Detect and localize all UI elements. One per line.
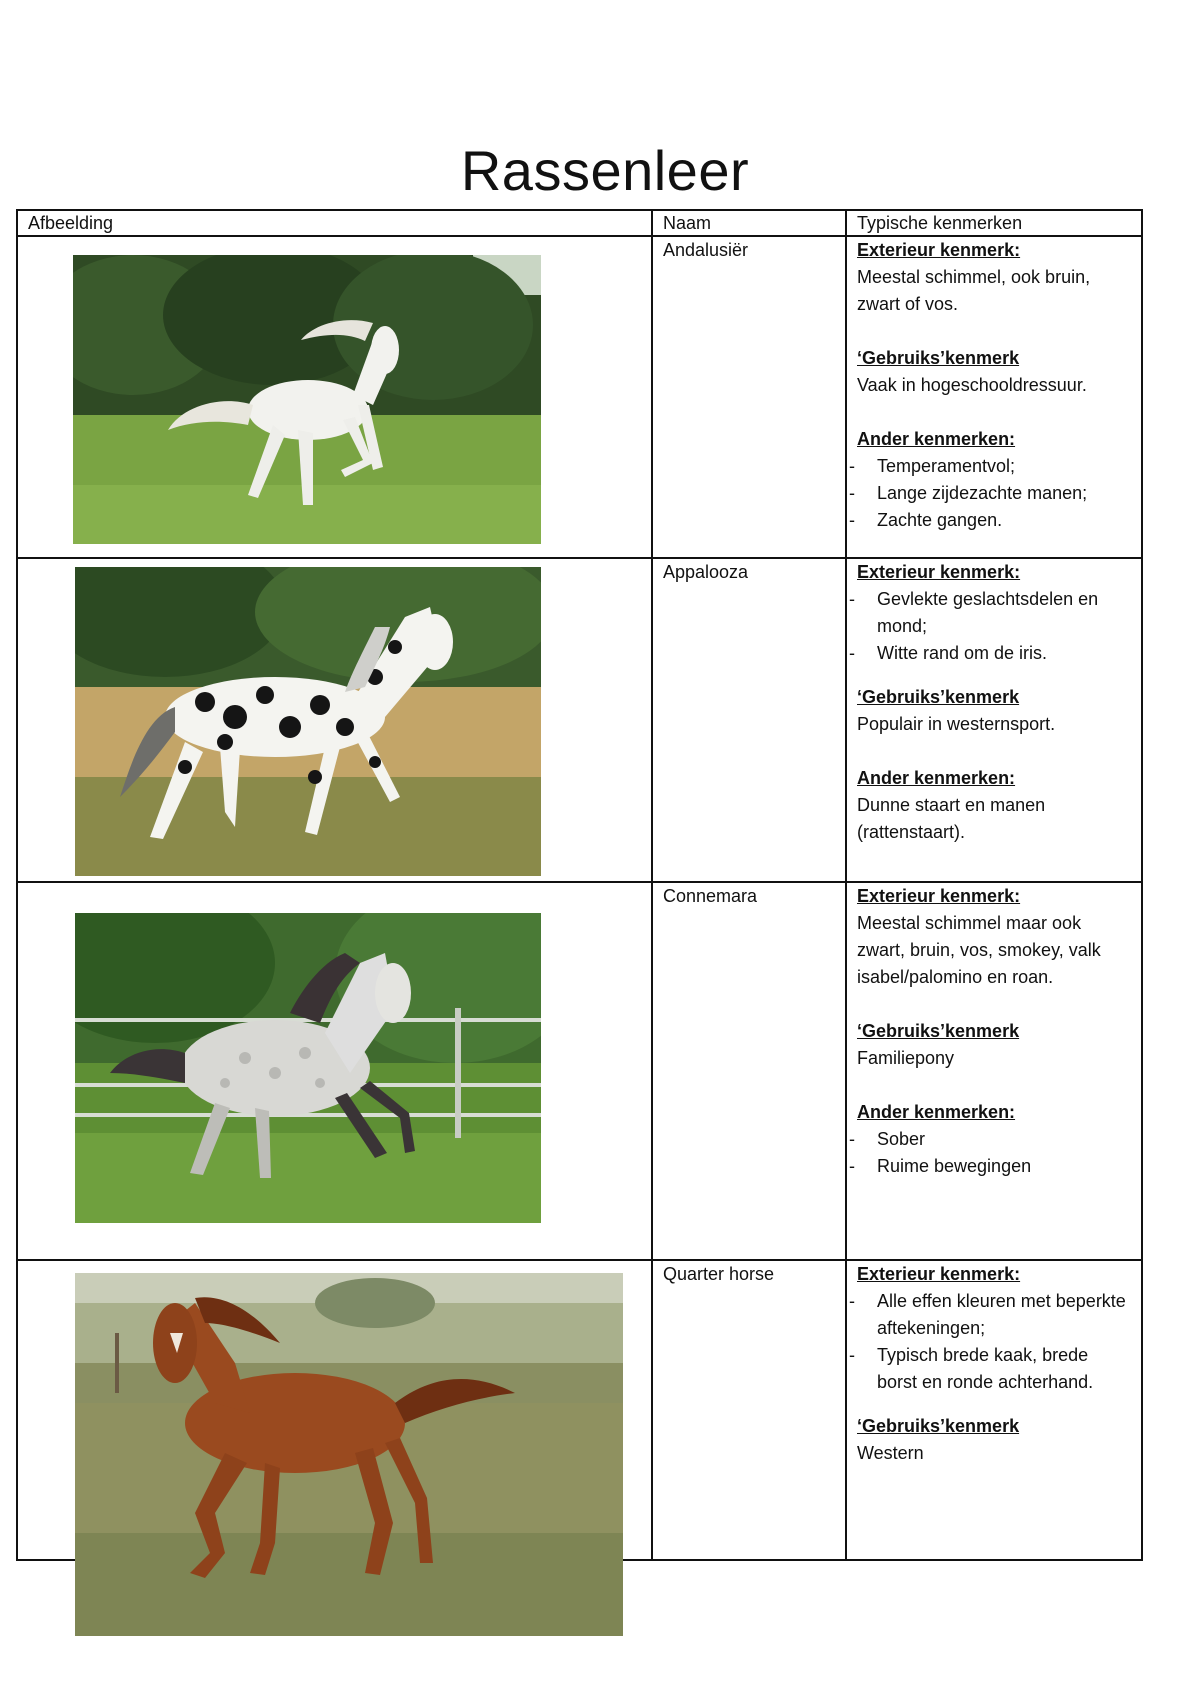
gebruik-label: ‘Gebruiks’kenmerk — [857, 1416, 1020, 1436]
gebruik-text: Western — [857, 1443, 924, 1463]
list-item: - Sober — [847, 1126, 1131, 1153]
image-cell — [17, 882, 652, 1260]
ander-label: Ander kenmerken: — [857, 768, 1016, 788]
chestnut-horse-galloping-photo — [75, 1273, 623, 1636]
ander-label: Ander kenmerken: — [857, 1102, 1016, 1122]
image-cell — [17, 236, 652, 558]
breed-traits — [846, 1260, 1142, 1560]
table-row — [17, 236, 1142, 558]
gebruik-label: ‘Gebruiks’kenmerk — [857, 1021, 1020, 1041]
header-afbeelding: Afbeelding — [17, 210, 652, 236]
exterieur-label: Exterieur kenmerk: — [857, 1264, 1021, 1284]
breed-name: Appalooza — [652, 558, 846, 882]
exterieur-text: Meestal schimmel maar ook zwart, bruin, vos, smokey, valk isabel/palomino en roan. — [857, 913, 1101, 987]
list-item: - Zachte gangen. — [847, 507, 1131, 534]
ander-label: Ander kenmerken: — [857, 429, 1016, 449]
exterieur-label: Exterieur kenmerk: — [857, 562, 1021, 582]
header-kenmerken: Typische kenmerken — [846, 210, 1142, 236]
exterieur-text: Meestal schimmel, ook bruin, zwart of vos. — [857, 267, 1091, 314]
ander-list — [857, 453, 1131, 534]
list-item: - Temperamentvol; — [847, 453, 1131, 480]
table-row — [17, 558, 1142, 882]
table-header-row — [17, 210, 1142, 236]
table-row — [17, 1260, 1142, 1560]
ander-list — [857, 1126, 1131, 1180]
ander-text: Dunne staart en manen (rattenstaart). — [857, 795, 1046, 842]
gebruik-label: ‘Gebruiks’kenmerk — [857, 348, 1020, 368]
list-item: - Typisch brede kaak, brede borst en ronde achterhand. — [847, 1342, 1131, 1396]
list-item: - Ruime bewegingen — [847, 1153, 1131, 1180]
breed-name: Connemara — [652, 882, 846, 1260]
list-item: - Lange zijdezachte manen; — [847, 480, 1131, 507]
dapple-grey-horse-photo — [75, 913, 541, 1223]
list-item: - Gevlekte geslachtsdelen en mond; — [847, 586, 1131, 640]
white-horse-galloping-photo — [73, 255, 541, 544]
header-naam: Naam — [652, 210, 846, 236]
breeds-table — [16, 209, 1143, 1561]
gebruik-text: Populair in westernsport. — [857, 714, 1056, 734]
exterieur-list — [857, 1288, 1131, 1396]
gebruik-text: Vaak in hogeschooldressuur. — [857, 375, 1087, 395]
list-item: - Witte rand om de iris. — [847, 640, 1131, 667]
breed-traits — [846, 558, 1142, 882]
exterieur-list — [857, 586, 1131, 667]
gebruik-label: ‘Gebruiks’kenmerk — [857, 687, 1020, 707]
breed-name: Andalusiër — [652, 236, 846, 558]
gebruik-text: Familiepony — [857, 1048, 955, 1068]
breed-name: Quarter horse — [652, 1260, 846, 1560]
table-row — [17, 882, 1142, 1260]
image-cell — [17, 1260, 652, 1560]
exterieur-label: Exterieur kenmerk: — [857, 886, 1021, 906]
list-item: - Alle effen kleuren met beperkte aftekeningen; — [847, 1288, 1131, 1342]
page-title: Rassenleer — [460, 139, 750, 202]
breed-traits — [846, 236, 1142, 558]
breed-traits — [846, 882, 1142, 1260]
exterieur-label: Exterieur kenmerk: — [857, 240, 1021, 260]
spotted-horse-trotting-photo — [75, 567, 541, 876]
image-cell — [17, 558, 652, 882]
